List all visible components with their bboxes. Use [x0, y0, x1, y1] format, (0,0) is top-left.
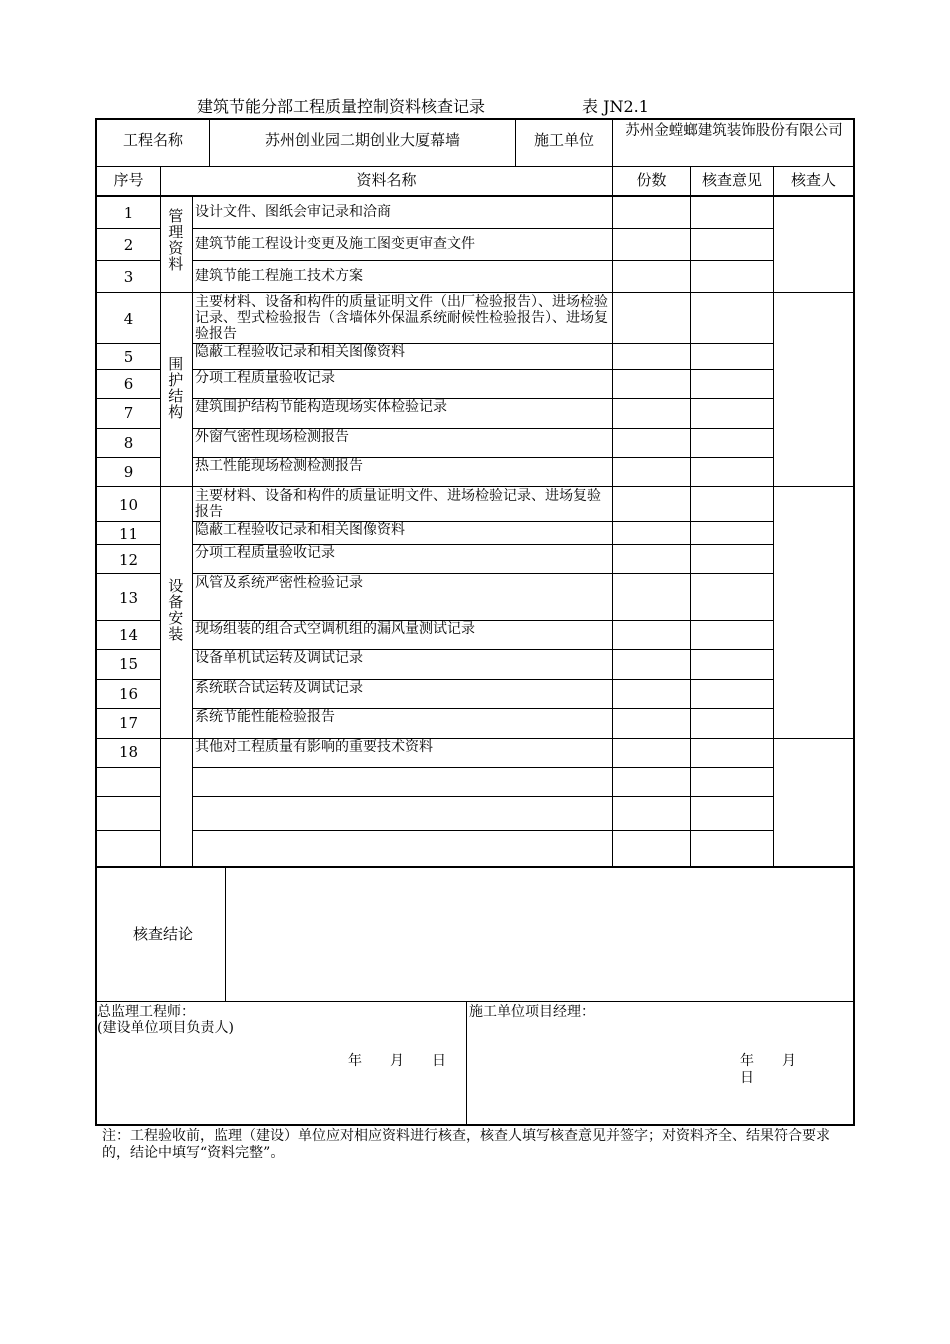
col-header-reviewer: 核查人 [790, 171, 836, 189]
conclusion-label: 核查结论 [133, 925, 194, 943]
row-name: 其他对工程质量有影响的重要技术资料 [195, 739, 433, 755]
row-number: 3 [123, 268, 134, 286]
row-divider [95, 573, 161, 574]
row-number: 12 [118, 551, 139, 569]
row-number: 17 [118, 714, 139, 732]
row-name: 建筑节能工程施工技术方案 [195, 268, 363, 284]
row-name: 主要材料、设备和构件的质量证明文件、进场检验记录、进场复验报告 [195, 488, 601, 520]
row-divider [95, 708, 161, 709]
row-number: 10 [118, 496, 139, 514]
row-number: 18 [118, 743, 139, 761]
project-name-value: 苏州创业园二期创业大厦幕墙 [264, 131, 460, 149]
row-number: 5 [123, 348, 134, 366]
row-divider [192, 767, 774, 768]
row-divider [192, 573, 774, 574]
supervisor-date: 年 月 日 [348, 1053, 446, 1069]
supervisor-label: 总监理工程师： [97, 1004, 195, 1020]
row-name: 风管及系统严密性检验记录 [195, 575, 363, 591]
group-label-equipment: 设备安装 [166, 578, 185, 642]
row-divider [95, 343, 161, 344]
row-divider [95, 228, 161, 229]
row-name: 建筑节能工程设计变更及施工图变更审查文件 [195, 236, 475, 252]
row-number: 4 [123, 310, 134, 328]
group-label-envelope: 围护结构 [166, 356, 185, 420]
col-header-opinion: 核查意见 [701, 171, 762, 189]
row-name: 建筑围护结构节能构造现场实体检验记录 [195, 399, 447, 415]
col-header-copies: 份数 [636, 171, 667, 189]
manager-label: 施工单位项目经理： [469, 1004, 595, 1020]
row-divider [95, 369, 161, 370]
project-name-label: 工程名称 [122, 131, 183, 149]
row-divider [95, 767, 161, 768]
row-number: 2 [123, 236, 134, 254]
row-divider [95, 398, 161, 399]
row-name: 热工性能现场检测检测报告 [195, 458, 363, 474]
col-header-no: 序号 [113, 171, 144, 189]
row-name: 系统联合试运转及调试记录 [195, 680, 363, 696]
row-divider [192, 830, 774, 831]
row-divider [95, 521, 161, 522]
row-name: 设计文件、图纸会审记录和洽商 [195, 204, 391, 220]
row-divider [95, 544, 161, 545]
row-divider [192, 260, 774, 261]
row-name: 系统节能性能检验报告 [195, 709, 335, 725]
row-divider [95, 796, 161, 797]
row-number: 15 [118, 655, 139, 673]
row-name: 分项工程质量验收记录 [195, 545, 335, 561]
row-number: 9 [123, 463, 134, 481]
row-name: 外窗气密性现场检测报告 [195, 429, 349, 445]
manager-date-ym: 年 月 [740, 1053, 796, 1069]
row-divider [95, 260, 161, 261]
form-code: 表 JN2.1 [582, 97, 649, 116]
row-divider [95, 457, 161, 458]
row-number: 11 [118, 525, 139, 543]
manager-date-d: 日 [740, 1070, 754, 1086]
row-number: 7 [123, 404, 134, 422]
contractor-label: 施工单位 [533, 131, 594, 149]
row-divider [95, 679, 161, 680]
contractor-value: 苏州金螳螂建筑装饰股份有限公司 [625, 123, 843, 139]
row-name: 隐蔽工程验收记录和相关图像资料 [195, 522, 405, 538]
row-name: 现场组装的组合式空调机组的漏风量测试记录 [195, 621, 475, 637]
row-number: 13 [118, 589, 139, 607]
row-divider [192, 796, 774, 797]
col-header-name: 资料名称 [356, 171, 417, 189]
group-label-management: 管理资料 [166, 208, 185, 272]
row-divider [95, 428, 161, 429]
row-name: 分项工程质量验收记录 [195, 370, 335, 386]
row-number: 1 [123, 204, 134, 222]
row-number: 6 [123, 375, 134, 393]
form-title: 建筑节能分部工程质量控制资料核查记录 [197, 97, 486, 116]
row-name: 主要材料、设备和构件的质量证明文件（出厂检验报告）、进场检验记录、型式检验报告（含墙体外保温系统耐候性检验报告）、进场复验报告 [195, 294, 608, 342]
row-number: 14 [118, 626, 139, 644]
row-divider [95, 620, 161, 621]
row-divider [95, 649, 161, 650]
row-divider [95, 830, 161, 831]
supervisor-sub-label: (建设单位项目负责人) [97, 1020, 234, 1036]
row-divider [192, 228, 774, 229]
row-number: 8 [123, 434, 134, 452]
footnote: 注：工程验收前，监理（建设）单位应对相应资料进行核查，核查人填写核查意见并签字；对资料齐全、结果符合要求的，结论中填写“资料完整”。 [102, 1128, 830, 1161]
row-number: 16 [118, 685, 139, 703]
row-name: 设备单机试运转及调试记录 [195, 650, 363, 666]
row-name: 隐蔽工程验收记录和相关图像资料 [195, 344, 405, 360]
